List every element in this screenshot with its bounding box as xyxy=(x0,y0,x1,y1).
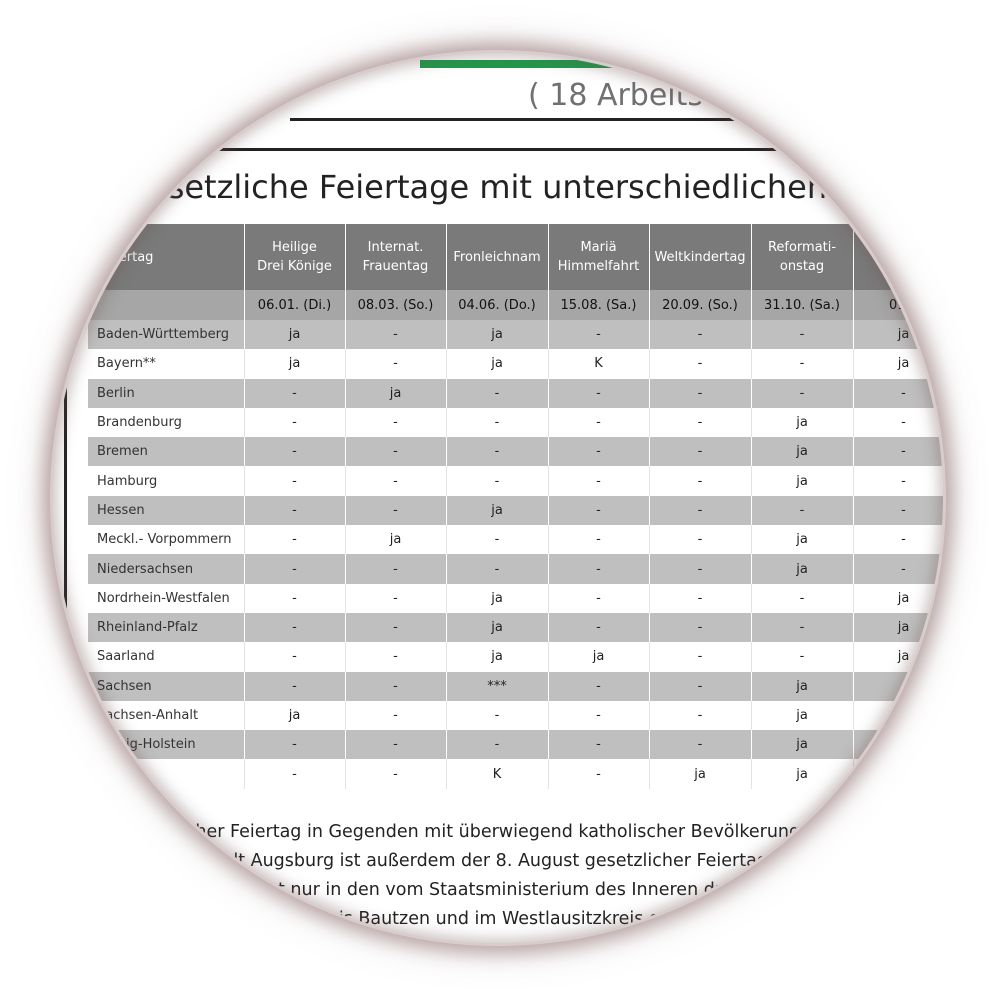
value-cell: - xyxy=(751,613,853,642)
state-cell: Nordrhein-Westfalen xyxy=(88,584,244,613)
date-cell: 06.01. (Di.) xyxy=(244,290,345,320)
date-cell: 04.06. (Do.) xyxy=(446,290,548,320)
value-cell: - xyxy=(649,642,751,671)
holiday-name: Weltkindertag xyxy=(654,249,746,265)
table-row xyxy=(88,320,943,349)
divider-line xyxy=(290,118,810,121)
value-cell: - xyxy=(649,613,751,642)
value-cell: ja xyxy=(751,701,853,730)
value-cell xyxy=(853,701,943,730)
value-cell: - xyxy=(649,496,751,525)
value-cell: - xyxy=(548,496,649,525)
value-cell: - xyxy=(853,554,943,583)
value-cell: - xyxy=(649,320,751,349)
value-cell: - xyxy=(548,701,649,730)
value-cell: - xyxy=(548,759,649,788)
accent-bar xyxy=(420,60,720,68)
state-cell: Hessen xyxy=(88,496,244,525)
value-cell xyxy=(853,672,943,701)
column-header-holiday xyxy=(345,224,446,290)
value-cell: - xyxy=(853,496,943,525)
holiday-name: Fronleichnam xyxy=(453,249,541,265)
value-cell: - xyxy=(649,730,751,759)
value-cell: - xyxy=(244,759,345,788)
footnotes xyxy=(160,818,800,934)
value-cell: ja xyxy=(751,554,853,583)
value-cell: - xyxy=(751,379,853,408)
state-cell: Baden-Württemberg xyxy=(88,320,244,349)
value-cell: - xyxy=(853,379,943,408)
value-cell: - xyxy=(244,466,345,495)
state-cell: leswig-Holstein xyxy=(88,730,244,759)
value-cell: - xyxy=(853,525,943,554)
value-cell: - xyxy=(649,584,751,613)
column-header-holiday xyxy=(446,224,548,290)
value-cell: - xyxy=(548,320,649,349)
table-row xyxy=(88,730,943,759)
value-cell: ja xyxy=(853,584,943,613)
value-cell: - xyxy=(345,730,446,759)
value-cell: ja xyxy=(345,379,446,408)
value-cell: - xyxy=(345,349,446,378)
date-row xyxy=(88,290,943,320)
table-body xyxy=(88,320,943,789)
value-cell: - xyxy=(345,672,446,701)
value-cell: *** xyxy=(446,672,548,701)
table-row xyxy=(88,554,943,583)
value-cell: - xyxy=(244,408,345,437)
state-cell: Sachsen xyxy=(88,672,244,701)
table-row xyxy=(88,496,943,525)
value-cell: ja xyxy=(446,584,548,613)
value-cell: ja xyxy=(244,320,345,349)
table-row xyxy=(88,408,943,437)
table-row xyxy=(88,759,943,788)
holiday-name: A xyxy=(899,249,908,265)
column-header-state: /Feiertag xyxy=(88,224,244,290)
value-cell: - xyxy=(345,554,446,583)
table-row xyxy=(88,701,943,730)
value-cell: ja xyxy=(853,320,943,349)
value-cell: - xyxy=(649,349,751,378)
footnote-line: ndt Augsburg ist außerdem der 8. August gesetzlicher Feiertag (F xyxy=(216,851,791,871)
value-cell: ja xyxy=(446,613,548,642)
value-cell: - xyxy=(446,437,548,466)
holiday-name: Heilige Drei Könige xyxy=(257,240,332,274)
value-cell: - xyxy=(345,701,446,730)
value-cell: - xyxy=(751,496,853,525)
value-cell: - xyxy=(446,701,548,730)
column-header-holiday xyxy=(853,224,943,290)
column-header-holiday xyxy=(244,224,345,290)
value-cell: - xyxy=(649,408,751,437)
state-cell: Sachsen-Anhalt xyxy=(88,701,244,730)
table-row xyxy=(88,613,943,642)
value-cell: - xyxy=(345,584,446,613)
value-cell: ja xyxy=(244,701,345,730)
value-cell: - xyxy=(345,613,446,642)
value-cell: ja xyxy=(751,466,853,495)
date-cell: 08.03. (So.) xyxy=(345,290,446,320)
value-cell: - xyxy=(548,554,649,583)
value-cell: - xyxy=(345,642,446,671)
document-page xyxy=(53,53,943,943)
table-header-row xyxy=(88,224,943,290)
state-cell: Berlin xyxy=(88,379,244,408)
value-cell: K xyxy=(446,759,548,788)
value-cell: ja xyxy=(446,320,548,349)
state-cell: Saarland xyxy=(88,642,244,671)
value-cell: - xyxy=(649,379,751,408)
value-cell: - xyxy=(649,437,751,466)
value-cell: - xyxy=(649,554,751,583)
value-cell: ja xyxy=(244,349,345,378)
value-cell: ja xyxy=(751,525,853,554)
table-row xyxy=(88,349,943,378)
value-cell: - xyxy=(345,408,446,437)
column-header-holiday xyxy=(751,224,853,290)
value-cell: ja xyxy=(853,613,943,642)
magnifier-lens xyxy=(53,53,943,943)
value-cell xyxy=(853,759,943,788)
value-cell: - xyxy=(751,320,853,349)
holiday-name: Reformati- onstag xyxy=(767,240,837,274)
value-cell: - xyxy=(244,642,345,671)
value-cell: - xyxy=(649,525,751,554)
value-cell: - xyxy=(548,408,649,437)
column-header-holiday xyxy=(548,224,649,290)
value-cell: - xyxy=(853,466,943,495)
value-cell: ja xyxy=(345,525,446,554)
value-cell: - xyxy=(649,672,751,701)
value-cell: - xyxy=(751,584,853,613)
frame-line xyxy=(64,200,67,800)
table-row xyxy=(88,379,943,408)
value-cell: ja xyxy=(649,759,751,788)
value-cell: - xyxy=(649,701,751,730)
state-cell: gen xyxy=(88,759,244,788)
value-cell: ja xyxy=(751,730,853,759)
state-cell: Meckl.- Vorpommern xyxy=(88,525,244,554)
date-cell: 31.10. (Sa.) xyxy=(751,290,853,320)
holiday-name: Mariä Himmelfahrt xyxy=(557,240,640,274)
divider-line xyxy=(150,148,850,151)
value-cell: ja xyxy=(446,496,548,525)
state-cell: Bayern** xyxy=(88,349,244,378)
footnote-line: ist nur in den vom Staatsministerium des Inneren durc xyxy=(264,880,743,900)
value-cell: ja xyxy=(853,349,943,378)
value-cell: - xyxy=(548,730,649,759)
table-row xyxy=(88,525,943,554)
value-cell: - xyxy=(345,759,446,788)
value-cell: - xyxy=(446,466,548,495)
value-cell: ja xyxy=(751,672,853,701)
value-cell: ja xyxy=(446,349,548,378)
value-cell: - xyxy=(446,379,548,408)
value-cell: - xyxy=(244,554,345,583)
state-cell: Brandenburg xyxy=(88,408,244,437)
value-cell: - xyxy=(548,466,649,495)
value-cell: ja xyxy=(548,642,649,671)
value-cell: - xyxy=(446,554,548,583)
value-cell: ja xyxy=(751,437,853,466)
value-cell: K xyxy=(548,349,649,378)
date-cell: 01.1 xyxy=(853,290,943,320)
value-cell: - xyxy=(244,379,345,408)
table-row xyxy=(88,642,943,671)
value-cell: ja xyxy=(446,642,548,671)
table-row xyxy=(88,466,943,495)
value-cell: ja xyxy=(853,642,943,671)
page-title: esetzliche Feiertage mit unterschiedlichen xyxy=(148,168,828,206)
value-cell: - xyxy=(244,525,345,554)
state-cell: Hamburg xyxy=(88,466,244,495)
value-cell: - xyxy=(244,437,345,466)
state-cell: Niedersachsen xyxy=(88,554,244,583)
value-cell: - xyxy=(446,730,548,759)
value-cell: - xyxy=(345,496,446,525)
value-cell: - xyxy=(548,437,649,466)
state-cell: Bremen xyxy=(88,437,244,466)
value-cell: - xyxy=(548,672,649,701)
value-cell: - xyxy=(345,466,446,495)
date-cell: 20.09. (So.) xyxy=(649,290,751,320)
value-cell: - xyxy=(751,349,853,378)
value-cell: - xyxy=(244,496,345,525)
value-cell: - xyxy=(244,584,345,613)
value-cell: - xyxy=(548,584,649,613)
date-cell-empty xyxy=(88,290,244,320)
state-cell: Rheinland-Pfalz xyxy=(88,613,244,642)
subtitle: ( 18 Arbeits xyxy=(528,78,704,113)
value-cell: - xyxy=(548,525,649,554)
footnote-line: tzlicher Feiertag in Gegenden mit überwiegend katholischer Bevölkerung xyxy=(160,822,801,842)
table-row xyxy=(88,672,943,701)
footnote-line: dkreis Bautzen und im Westlausitzkreis geset xyxy=(300,909,698,929)
date-cell: 15.08. (Sa.) xyxy=(548,290,649,320)
value-cell: - xyxy=(244,613,345,642)
value-cell: - xyxy=(548,613,649,642)
holiday-table xyxy=(88,224,943,789)
table-row xyxy=(88,584,943,613)
value-cell: - xyxy=(446,408,548,437)
table-row xyxy=(88,437,943,466)
value-cell: - xyxy=(345,320,446,349)
value-cell: - xyxy=(853,408,943,437)
value-cell xyxy=(853,730,943,759)
holiday-name: Internat. Frauentag xyxy=(362,240,429,274)
value-cell: ja xyxy=(751,408,853,437)
column-header-holiday xyxy=(649,224,751,290)
value-cell: - xyxy=(853,437,943,466)
value-cell: - xyxy=(244,672,345,701)
value-cell: - xyxy=(446,525,548,554)
value-cell: ja xyxy=(751,759,853,788)
value-cell: - xyxy=(548,379,649,408)
value-cell: - xyxy=(345,437,446,466)
value-cell: - xyxy=(649,466,751,495)
value-cell: - xyxy=(244,730,345,759)
value-cell: - xyxy=(751,642,853,671)
